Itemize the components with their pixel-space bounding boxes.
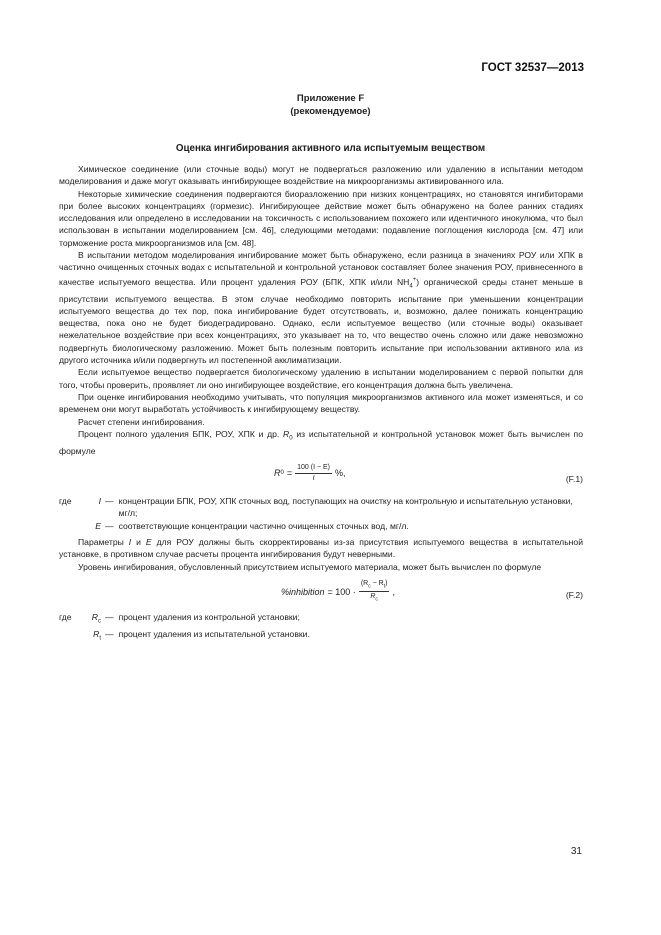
paragraph-6: Расчет степени ингибирования.	[78, 416, 205, 427]
paragraph-8: Параметры I и E для РОУ должны быть скорректированы из-за присутствия испытуемого вещества в испытательной установке, в противном случае расчеты процента ингибирования будут неверными.	[59, 537, 583, 560]
body-text	[59, 163, 583, 649]
paragraph-2: Некоторые химические соединения подвергаются биоразложению при низких концентрациях, но становятся ингибиторами при более высоких концентрациях (гормезис). Ингибирующее действие может быть обнаружено на более ранних стадиях исследования или определено в исследовании на токсичность с использованием похожего или идентичного инокулюма, что был использован в испытании моделированием [см. 46], следующими методами: подавление поглощения кислорода [см. 47] или торможение роста микроорганизмов ила [см. 48].	[59, 188, 583, 248]
standard-number: ГОСТ 32537—2013	[481, 62, 584, 74]
paragraph-1: Химическое соединение (или сточные воды) могут не подвергаться разложению или удалению в испытании методом моделирования и даже могут оказывать ингибирующее воздействие на микроорганизмы активированного ила.	[59, 164, 583, 187]
formula-f1: R 0 = $\frac{100 (I - E)}{I}$ %, (F.1)	[274, 464, 583, 485]
formula-f2: %inhibition = 100 · $\frac{(R_c - R_t)}{R_c}$ , (F.2)	[281, 579, 583, 603]
paragraph-7: Процент полного удаления БПК, РОУ, ХПК и др. $R_0$ из испытательной и контрольной установок может быть вычислен по формуле	[59, 428, 583, 456]
formula-f2-number: (F.2)	[565, 589, 583, 600]
appendix-header	[0, 92, 661, 118]
paragraph-9: Уровень ингибирования, обусловленный присутствием испытуемого материала, может быть вычислен по формуле	[78, 561, 542, 572]
formula-f2-fraction: $\frac{(R_c - R_t)}{R_c}$	[360, 579, 388, 603]
definitions-f1: где I — концентрации БПК, РОУ, ХПК сточных вод, поступающих на очистку на контрольную и испытательную установки, мг/л; E — соответствующие концентрации частично очищенных сточных вод, мг/л.	[59, 496, 573, 531]
appendix-subtitle: (рекомендуемое)	[290, 106, 371, 117]
formula-f1-fraction: $\frac{100 (I - E)}{I}$	[297, 464, 330, 483]
formula-f1-number: (F.1)	[565, 474, 583, 485]
definitions-f2: где $R_c$ — процент удаления из контрольной установки; $R_t$ — процент удаления из испытательной установки.	[59, 611, 310, 642]
paragraph-5: При оценке ингибирования необходимо учитывать, что популяция микроорганизмов активного ила может изменяться, и со временем они могут выработать устойчивость к ингибирующему веществу.	[59, 391, 583, 415]
page-number: 31	[570, 846, 582, 857]
paragraph-4: Если испытуемое вещество подвергается биологическому удалению в испытании моделированием с первой попытки для того, чтобы проверить, проявляет ли оно ингибирующее воздействие, его концентрация должна быть увеличена.	[59, 367, 583, 390]
appendix-title: Приложение F	[296, 93, 365, 104]
paragraph-3: В испытании методом моделирования ингибирование может быть обнаружено, если разница в значениях РОУ или ХПК в частично очищенных сточных водах с испытательной и контрольной установок составляет более значения РОУ, привнесенного в качестве испытуемого вещества. Или процент удаления РОУ (БПК, ХПК и/или $NH_4^+$) органической среды станет меньше в присутствии испытуемого вещества. В этом случае необходимо повторить испытание при уменьшении концентрации испытуемого вещества до тех пор, пока ингибирование будет отсутствовать, и, возможно, далее понижать концентрацию вещества, пока оно не будет биодеградировано. Однако, если испытуемое вещество (или сточные воды) оказывает нежелательное воздействие при всех концентрациях, это указывает на то, что вещество очень сложно или даже невозможно подвергнуть биологическому разложению. Может быть полезным повторить испытание при использовании активного ила из другого источника и/или подвергнуть ил постепенной акклиматизации.	[59, 250, 583, 366]
section-title: Оценка ингибирования активного ила испытуемым веществом	[175, 143, 486, 154]
